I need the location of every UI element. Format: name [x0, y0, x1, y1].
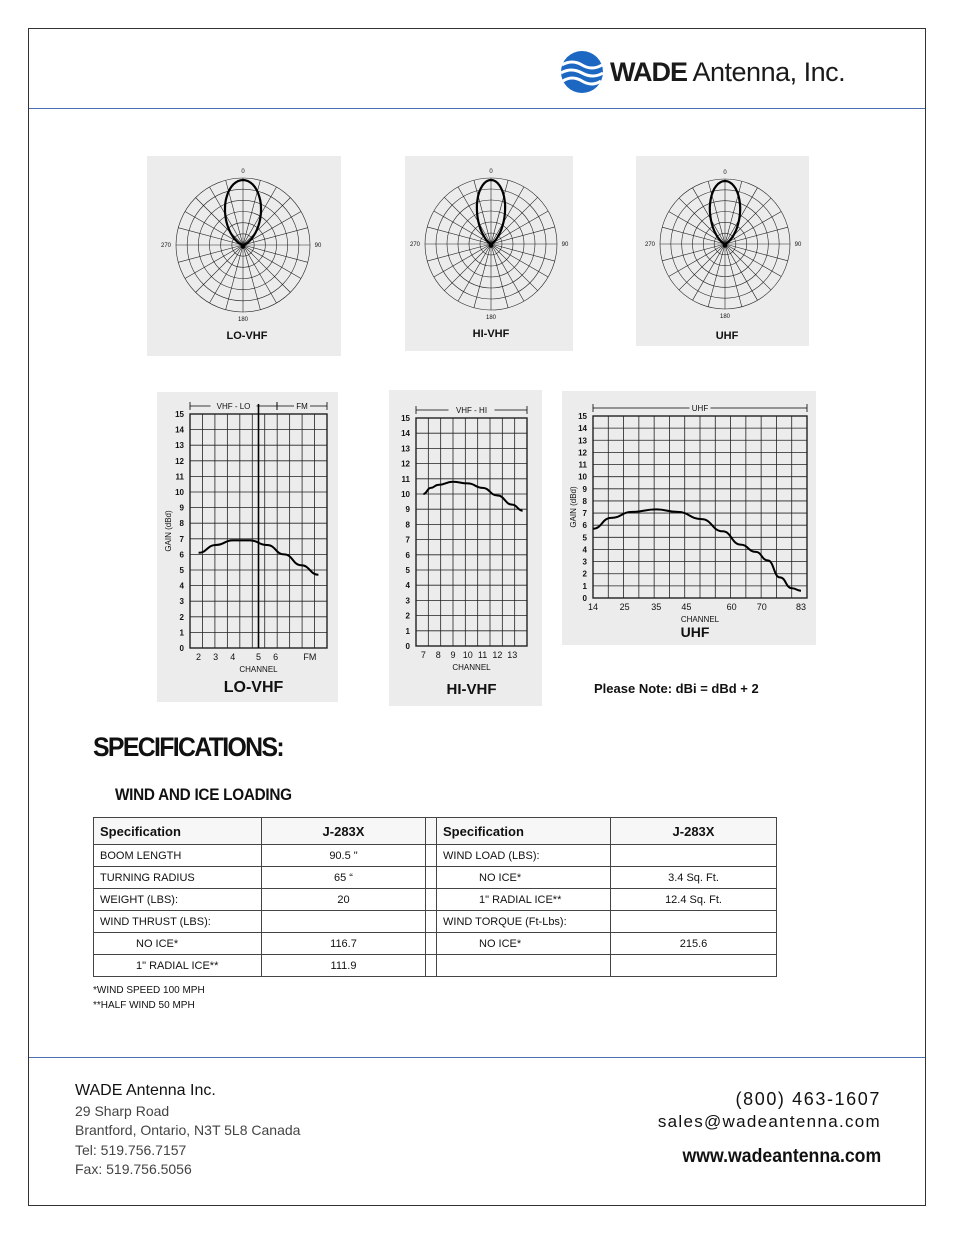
- footer-street: 29 Sharp Road: [75, 1102, 170, 1119]
- angle-label: 180: [719, 314, 731, 320]
- y-tick-label: 5: [405, 566, 410, 575]
- y-tick-label: 7: [405, 535, 410, 545]
- angle-label: 180: [485, 315, 497, 321]
- angle-label: 270: [409, 242, 421, 248]
- contact-block: [658, 1089, 881, 1168]
- x-tick-label: 3: [213, 652, 219, 662]
- gain-chart-lo-vhf: [157, 392, 338, 702]
- header-cell: J-283X: [262, 818, 426, 845]
- x-tick-label: 11: [477, 650, 488, 660]
- x-tick-label: 2: [196, 652, 202, 662]
- y-tick-label: 3: [582, 557, 587, 567]
- spec-value: [611, 911, 777, 933]
- spec-value: [611, 845, 777, 867]
- company-address: [75, 1081, 300, 1180]
- spec-label: 1" RADIAL ICE**: [437, 889, 611, 911]
- y-tick-label: 11: [578, 460, 587, 470]
- footer-tel: Tel: 519.756.7157: [75, 1141, 187, 1158]
- y-tick-label: 12: [401, 459, 410, 469]
- footer-rule: [29, 1057, 925, 1058]
- spec-label: WIND LOAD (LBS):: [437, 845, 611, 867]
- polar-plot-lo-vhf: [147, 156, 341, 356]
- spec-value: 215.6: [611, 933, 777, 955]
- y-tick-label: 0: [179, 644, 184, 653]
- spec-label: NO ICE*: [437, 933, 611, 955]
- y-tick-label: 4: [582, 545, 587, 555]
- spec-label: TURNING RADIUS: [94, 867, 262, 889]
- y-tick-label: 13: [401, 444, 410, 454]
- spec-value: 111.9: [262, 955, 426, 977]
- company-logo: [560, 50, 845, 94]
- x-tick-label: 70: [756, 602, 767, 612]
- chart-label: UHF: [680, 624, 710, 640]
- spec-label: 1" RADIAL ICE**: [94, 955, 262, 977]
- y-tick-label: 8: [405, 520, 410, 530]
- header-cell: Specification: [94, 818, 262, 845]
- x-tick-label: 14: [587, 602, 599, 612]
- y-tick-label: 15: [401, 414, 410, 423]
- phone-number: (800) 463-1607: [735, 1089, 881, 1109]
- table-row: [94, 933, 777, 955]
- logo-wordmark: WADE Antenna, Inc.: [610, 56, 846, 87]
- angle-label: 270: [160, 243, 172, 249]
- polar-plot-hi-vhf: [405, 156, 573, 351]
- gain-chart-hi-vhf: [389, 390, 542, 706]
- band-label: UHF: [691, 404, 709, 413]
- chart-label: HI-VHF: [446, 681, 497, 698]
- globe-icon: [560, 50, 604, 94]
- polar-plot-uhf: [636, 156, 809, 346]
- y-tick-label: 4: [405, 581, 410, 591]
- y-axis-label: GAIN (dBd): [164, 510, 173, 552]
- y-tick-label: 12: [578, 448, 587, 458]
- x-tick-label: 12: [492, 650, 503, 660]
- table-row: [94, 955, 777, 977]
- x-tick-label: 83: [795, 602, 806, 612]
- x-axis-label: CHANNEL: [680, 615, 720, 624]
- x-tick-label: 8: [435, 650, 441, 660]
- angle-label: 0: [241, 169, 245, 175]
- x-tick-label: 9: [450, 650, 456, 660]
- spec-label: WEIGHT (LBS):: [94, 889, 262, 911]
- y-tick-label: 13: [578, 436, 587, 446]
- x-tick-label: 13: [507, 650, 518, 660]
- y-tick-label: 15: [175, 410, 184, 419]
- plot-label: HI-VHF: [472, 328, 510, 340]
- y-tick-label: 6: [582, 521, 587, 531]
- y-tick-label: 3: [179, 597, 184, 607]
- x-tick-label: 7: [420, 650, 426, 660]
- chart-label: LO-VHF: [223, 679, 284, 696]
- x-tick-label: 45: [681, 602, 692, 612]
- y-tick-label: 4: [179, 581, 184, 591]
- band-label: VHF - LO: [216, 402, 251, 411]
- email-link[interactable]: sales@wadeantenna.com: [657, 1112, 881, 1131]
- dbi-note: Please Note: dBi = dBd + 2: [594, 681, 759, 696]
- y-tick-label: 2: [179, 612, 184, 622]
- y-tick-label: 1: [582, 581, 587, 591]
- x-tick-label: 35: [651, 602, 662, 612]
- x-axis-label: CHANNEL: [452, 663, 491, 672]
- x-tick-label: 10: [462, 650, 473, 660]
- header-cell: J-283X: [611, 818, 777, 845]
- footnote: *WIND SPEED 100 MPH: [93, 985, 205, 996]
- spec-value: 116.7: [262, 933, 426, 955]
- y-tick-label: 1: [405, 626, 410, 636]
- spec-value: 12.4 Sq. Ft.: [611, 889, 777, 911]
- gain-curve: [593, 509, 801, 590]
- angle-label: 90: [794, 242, 802, 248]
- spec-label: NO ICE*: [437, 867, 611, 889]
- band-label: FM: [296, 402, 308, 411]
- header-cell: Specification: [437, 818, 611, 845]
- table-row: [94, 867, 777, 889]
- x-tick-label: 4: [230, 652, 236, 662]
- y-tick-label: 10: [175, 488, 184, 497]
- y-tick-label: 2: [405, 611, 410, 621]
- angle-label: 90: [314, 243, 322, 249]
- y-tick-label: 9: [582, 484, 587, 494]
- plot-label: UHF: [715, 330, 739, 342]
- spec-value: 20: [262, 889, 426, 911]
- spec-label: WIND THRUST (LBS):: [94, 911, 262, 933]
- band-label: VHF - HI: [455, 406, 488, 415]
- angle-label: 270: [644, 242, 656, 248]
- angle-label: 0: [489, 169, 493, 175]
- x-axis-label: CHANNEL: [239, 665, 278, 674]
- spec-value: 3.4 Sq. Ft.: [611, 867, 777, 889]
- spec-value: [611, 955, 777, 977]
- x-tick-label: 60: [726, 602, 737, 612]
- spec-table: [93, 817, 777, 977]
- y-tick-label: 11: [175, 472, 184, 482]
- y-tick-label: 13: [175, 441, 184, 451]
- footnote: **HALF WIND 50 MPH: [93, 1000, 195, 1011]
- y-tick-label: 6: [179, 550, 184, 560]
- y-tick-label: 9: [405, 505, 410, 515]
- wind-ice-heading: WIND AND ICE LOADING: [115, 785, 292, 804]
- y-tick-label: 8: [582, 496, 587, 506]
- angle-label: 180: [237, 317, 249, 323]
- table-footnotes: [93, 983, 205, 1013]
- spec-label: NO ICE*: [94, 933, 262, 955]
- table-row: [94, 911, 777, 933]
- spec-value: 90.5 ": [262, 845, 426, 867]
- spec-label: BOOM LENGTH: [94, 845, 262, 867]
- y-tick-label: 7: [179, 534, 184, 544]
- table-row: [94, 889, 777, 911]
- y-tick-label: 10: [401, 490, 410, 499]
- y-tick-label: 14: [401, 429, 410, 439]
- y-tick-label: 12: [175, 456, 184, 466]
- header-rule: [29, 108, 925, 109]
- y-tick-label: 10: [578, 472, 587, 482]
- angle-label: 0: [723, 170, 727, 176]
- y-tick-label: 11: [401, 474, 410, 484]
- footer-fax: Fax: 519.756.5056: [75, 1161, 192, 1177]
- footer-company-name: WADE Antenna Inc.: [75, 1082, 216, 1099]
- x-tick-label: 25: [619, 602, 630, 612]
- y-axis-label: GAIN (dBd): [569, 486, 578, 528]
- gain-curve: [423, 482, 522, 511]
- spec-label: [437, 955, 611, 977]
- table-header-row: [94, 818, 777, 845]
- x-tick-label: 5: [255, 652, 262, 662]
- y-tick-label: 1: [179, 628, 184, 638]
- y-tick-label: 15: [578, 412, 587, 421]
- y-tick-label: 2: [582, 569, 587, 579]
- plot-label: LO-VHF: [226, 330, 268, 342]
- y-tick-label: 8: [179, 519, 184, 529]
- angle-label: 90: [561, 242, 569, 248]
- y-tick-label: 9: [179, 503, 184, 513]
- footer-city: Brantford, Ontario, N3T 5L8 Canada: [75, 1122, 301, 1138]
- gain-chart-uhf: [562, 391, 816, 645]
- y-tick-label: 5: [179, 566, 184, 575]
- website-link[interactable]: www.wadeantenna.com: [682, 1146, 881, 1167]
- table-row: [94, 845, 777, 867]
- y-tick-label: 14: [175, 425, 184, 435]
- specifications-heading: SPECIFICATIONS:: [93, 732, 283, 762]
- y-tick-label: 6: [405, 550, 410, 560]
- y-tick-label: 7: [582, 509, 587, 519]
- y-tick-label: 0: [405, 642, 410, 651]
- x-tick-label: 6: [273, 652, 279, 662]
- spec-value: 65 “: [262, 867, 426, 889]
- spec-label: WIND TORQUE (Ft-Lbs):: [437, 911, 611, 933]
- y-tick-label: 5: [582, 533, 587, 543]
- chart-grid: [416, 418, 527, 646]
- y-tick-label: 14: [578, 424, 587, 434]
- spec-value: [262, 911, 426, 933]
- y-tick-label: 3: [405, 596, 410, 606]
- y-tick-label: 0: [582, 594, 587, 603]
- x-tick-label: FM: [303, 652, 317, 662]
